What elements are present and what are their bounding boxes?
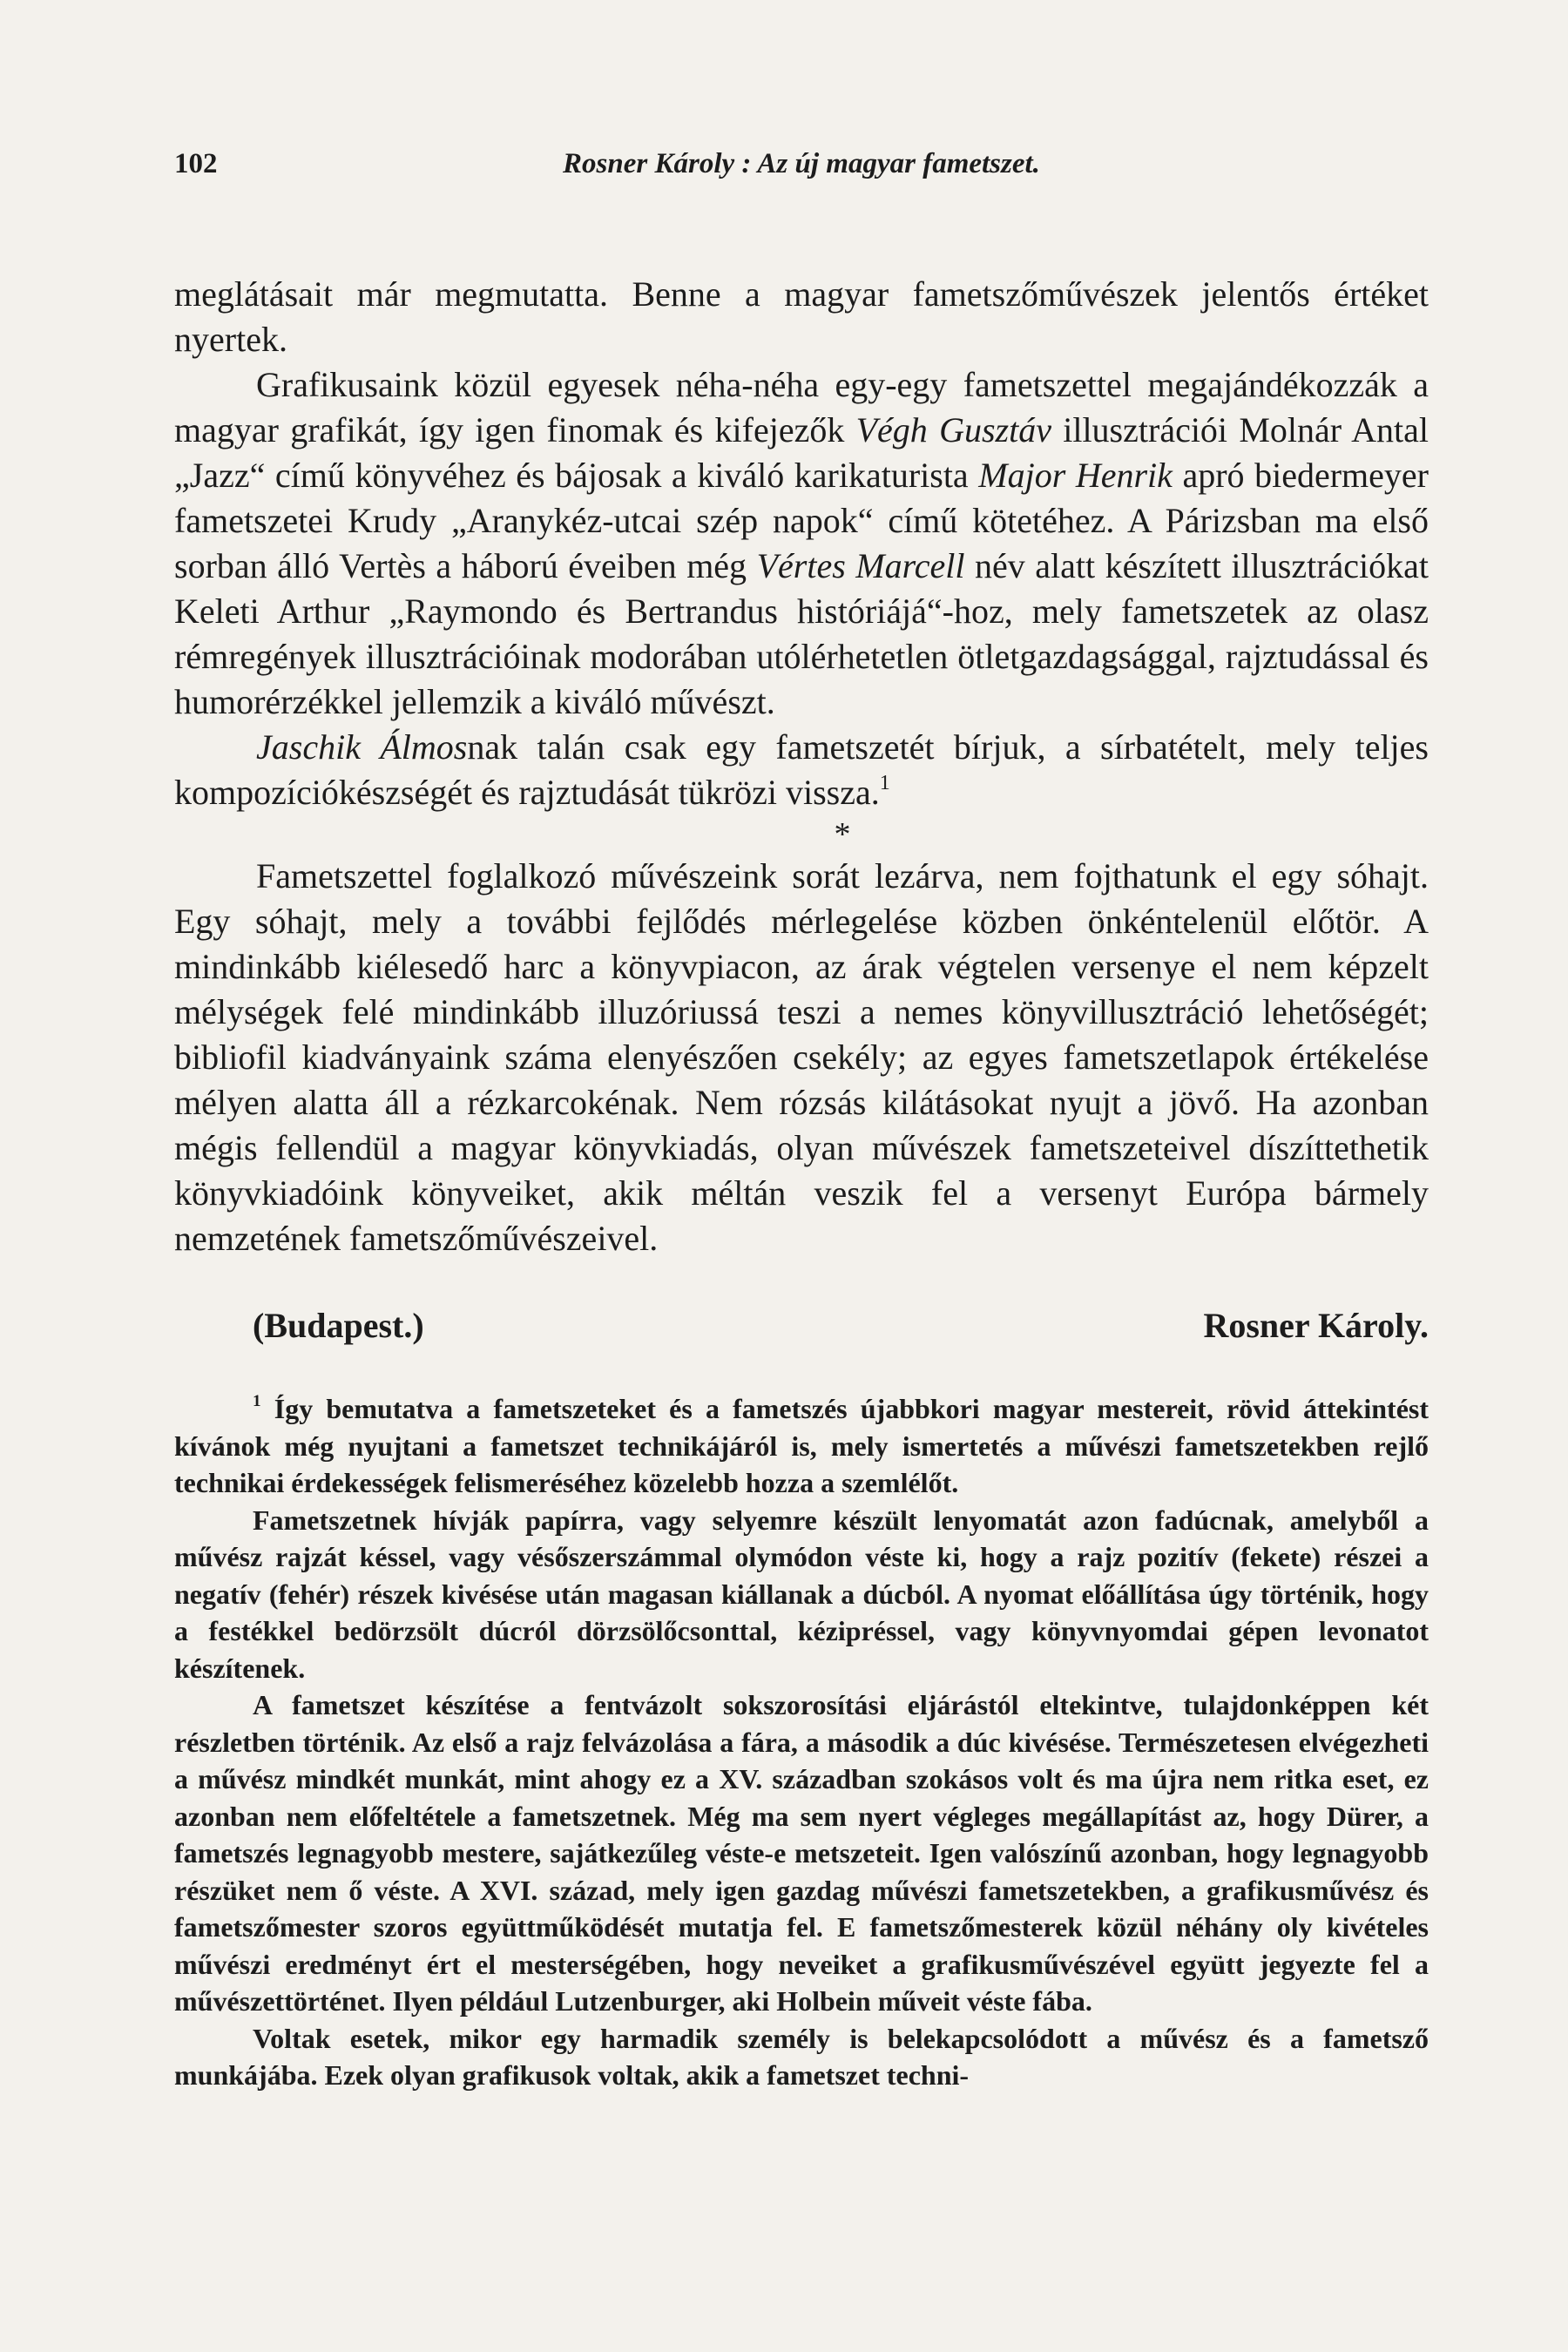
footnote-paragraph-1: $^1$ Így bemutatva a fametszeteket és a fametszés újabbkori magyar mestereit, rövid áttekintést kívánok még nyujtani a fametszet technikájáról is, mely ismertetés a művészi fametszetekben rejlő technikai érdekességek felismeréséhez közelebb hozza a szemlélőt. <box>174 1392 1429 1498</box>
signature <box>253 1305 1429 1354</box>
paragraph-4: Fametszettel foglalkozó művészeink sorát lezárva, nem fojthatunk el egy sóhajt. Egy sóhajt, mely a további fejlődés mérlegelése közben önkéntelenül előtör. A mindinkább kiélesedő harc a könyvpiacon, az árak végtelen versenye el nem képzelt mélységek felé mindinkább illuzóriussá teszi a nemes könyvillusztráció lehetőségét; bibliofil kiadványaink száma elenyészően csekély; az egyes fametszetlapok értékelése mélyen alatta áll a rézkarcokénak. Nem rózsás kilátásokat nyujt a jövő. Ha azonban mégis fellendül a magyar könyvkiadás, olyan művészek fametszeteivel díszíttethetik könyvkiadóink könyveiket, akik méltán veszik fel a versenyt Európa bármely nemzetének fametszőművészeivel. <box>174 856 1429 1258</box>
artist-name: Végh Gusztáv <box>855 410 1051 449</box>
artist-name: Jaschik Álmos <box>256 727 468 767</box>
page-header <box>174 148 1429 192</box>
footnote <box>174 1390 1429 2094</box>
main-text <box>174 272 1429 1261</box>
footnote-marker: 1 <box>253 1392 261 1411</box>
page-number: 102 <box>174 148 218 179</box>
footnote-paragraph-2: Fametszetnek hívják papírra, vagy selyemre készült lenyomatát azon fadúcnak, amelyből a művész rajzát késsel, vagy vésőszerszámmal olymódon véste ki, hogy a rajz pozitív (fekete) részei a negatív (fehér) részek kivésése után magasan kiállanak a dúcból. A nyomat előállítása úgy történik, hogy a festékkel bedörzsölt dúcról dörzsölőcsonttal, kézipréssel, vagy könyvnyomdai gépen levonatot készítenek. <box>174 1504 1429 1684</box>
signature-author: Rosner Károly. <box>1203 1306 1429 1345</box>
paragraph-3: Jaschik Álmosnak talán csak egy fametszetét bírjuk, a sírbatételt, mely teljes kompozíciókészségét és rajztudását tükrözi vissza.$^1$ <box>174 727 1429 812</box>
signature-place: (Budapest.) <box>253 1306 424 1345</box>
footnote-paragraph-4: Voltak esetek, mikor egy harmadik személy is belekapcsolódott a művész és a fametsző munkájába. Ezek olyan grafikusok voltak, akik a fametszet techni- <box>174 2022 1429 2091</box>
footnote-paragraph-3: A fametszet készítése a fentvázolt sokszorosítási eljárástól eltekintve, tulajdonképpen két részletben történik. Az első a rajz felvázolása a fára, a második a dúc kivésése. Természetesen elvégezheti a művész mindkét munkát, mint ahogy ez a XV. században szokásos volt és ma újra nem ritka eset, ez azonban nem előfeltétele a fametszetnek. Még ma sem nyert végleges megállapítást az, hogy Dürer, a fametszés legnagyobb mestere, sajátkezűleg véste-e metszeteit. Igen valószínű azonban, hogy legnagyobb részüket nem ő véste. A XVI. század, mely igen gazdag művészi fametszetekben, a grafikusművész és fametszőmester szoros együttműködését mutatja fel. E fametszőmesterek közül néhány oly kivételes művészi eredményt ért el mesterségében, hogy neveiket a grafikusművészével együtt jegyezte fel a művészettörténet. Ilyen például Lutzenburger, aki Holbein műveit véste fába. <box>174 1689 1429 2017</box>
footnote-reference[interactable]: 1 <box>879 772 890 795</box>
artist-name: Major Henrik <box>978 456 1173 495</box>
section-separator: * <box>834 816 851 853</box>
artist-name: Vértes Marcell <box>756 546 965 585</box>
running-title: Rosner Károly : Az új magyar fametszet. <box>563 148 1040 179</box>
paragraph-2: Grafikusaink közül egyesek néha-néha egy-egy fametszettel megajándékozzák a magyar grafikát, így igen finomak és kifejezők Végh Gusztáv illusztrációi Molnár Antal „Jazz“ című könyvéhez és bájosak a kiváló karikaturista Major Henrik apró biedermeyer fametszetei Krudy „Aranykéz-utcai szép napok“ című kötetéhez. A Párizsban ma első sorban álló Vertès a háború éveiben még Vértes Marcell név alatt készített illusztrációkat Keleti Arthur „Raymondo és Bertrandus históriájá“-hoz, mely fametszetek az olasz rémregények illusztrációinak modorában utólérhetetlen ötletgazdagsággal, rajztudással és humorérzékkel jellemzik a kiváló művészt. <box>174 365 1429 721</box>
paragraph-1: meglátásait már megmutatta. Benne a magyar fametszőművészek jelentős értéket nyertek. <box>174 274 1429 359</box>
